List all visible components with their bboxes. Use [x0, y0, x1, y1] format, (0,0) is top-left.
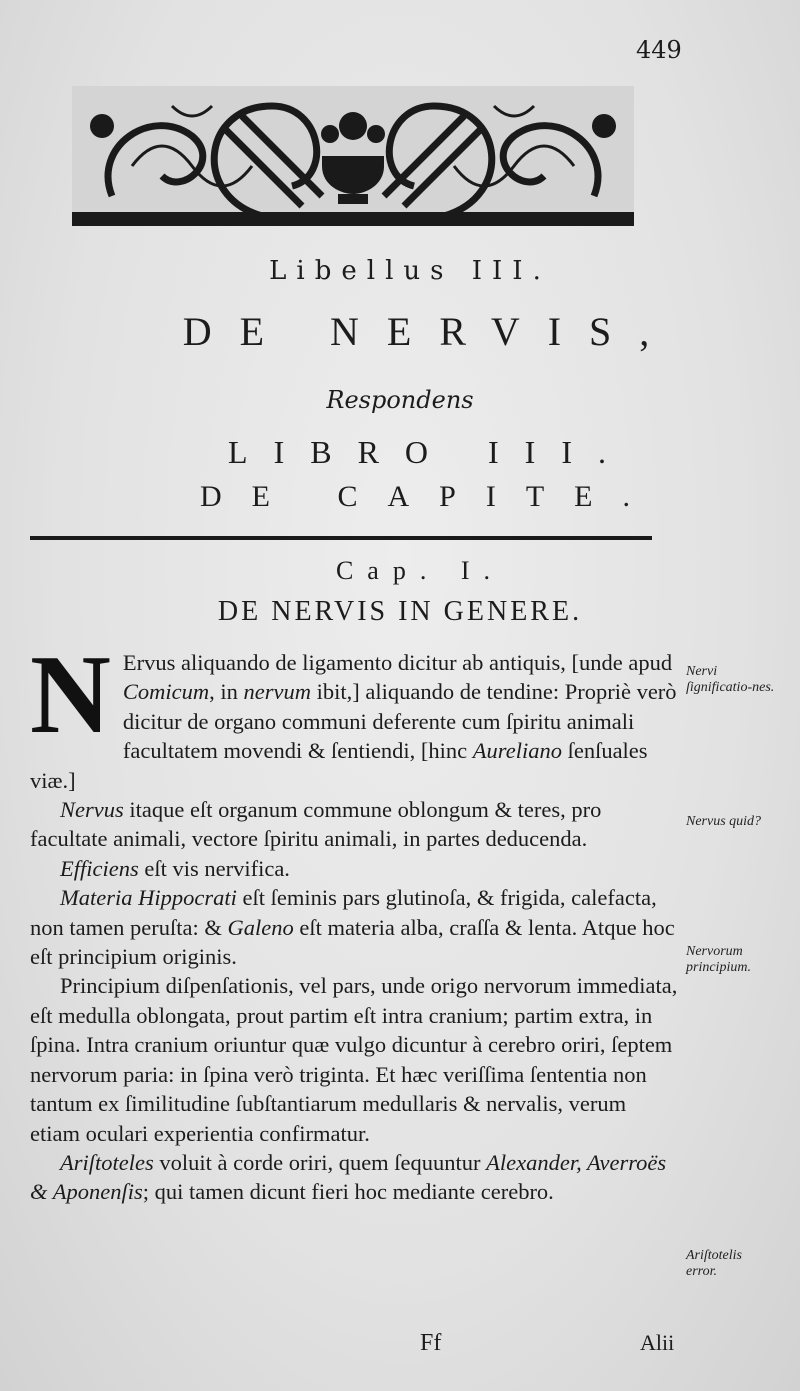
catchword: Alii [640, 1330, 675, 1355]
p6-text-a: voluit à corde oriri, quem ſequuntur [153, 1149, 487, 1175]
margin-note-significationes: Nervi ſignificatio-nes. [686, 664, 775, 695]
chapter-title: DE NERVIS IN GENERE. [217, 596, 583, 627]
de-nervis-title: DE NERVIS, [182, 309, 678, 354]
margin-note-nervus-quid: Nervus quid? [686, 814, 762, 829]
p1-aureliano: Aureliano [472, 738, 562, 764]
p1-text-d: ſenſuales viæ.] [30, 738, 648, 793]
p4-materia: Materia Hippocrati [60, 885, 237, 911]
paragraph-6 [30, 1148, 680, 1207]
p6-text-b: ; qui tamen dicunt fieri hoc mediante cerebro. [142, 1179, 554, 1205]
de-capite-heading: DE CAPITE. [200, 480, 660, 513]
p2-nervus: Nervus [60, 797, 124, 823]
p1-text-a: Ervus aliquando de ligamento dicitur ab antiquis, [unde apud [122, 650, 673, 675]
paragraph-1 [30, 633, 680, 795]
p1-text-b: , in [209, 679, 244, 705]
chapter-number: Cap. I. [335, 556, 505, 585]
p6-names: Alexander, Averroës & Aponenſis [30, 1149, 667, 1205]
signature-mark: Ff [420, 1330, 442, 1356]
p4-text-b: eſt materia alba, craſſa & lenta. Atque hoc eſt principium originis. [30, 914, 675, 970]
paragraph-3 [30, 854, 680, 883]
paragraph-5: Principium diſpenſationis, vel pars, unde origo nervorum immediata, eſt medulla oblongata, prout partim eſt intra cranium; partim extra, in ſpina. Intra cranium oriuntur quæ vulgo dicuntur à cerebro oriri, ſeptem nervorum paria: in ſpina verò triginta. Et hæc veriſſima ſententia non tantum ex ſimilitudine ſubſtantiarum medullaris & nervalis, verum etiam oculari experientia confirmatur. [30, 973, 678, 1146]
p3-text: eſt vis nervifica. [138, 855, 290, 881]
drop-cap: N [30, 633, 111, 757]
floral-headpiece-ornament [72, 86, 634, 226]
horizontal-rule [30, 536, 652, 540]
margin-note-principium: Nervorum principium. [686, 944, 751, 975]
p3-efficiens: Efficiens [60, 855, 139, 881]
paragraph-4 [30, 883, 680, 971]
p1-comicum: Comicum [122, 679, 210, 705]
p1-text-c: ibit,] aliquando de tendine: Propriè verò dicitur de organo communi deferente cum ſpiritu animali facultatem movendi & ſentiendi, [hinc [122, 679, 677, 764]
libellus-heading: Libellus III. [269, 256, 551, 286]
p1-nervum: nervum [243, 679, 312, 705]
p4-galeno: Galeno [227, 914, 294, 940]
margin-note-aristotelis-error: Ariſtotelis error. [686, 1248, 742, 1279]
p6-aristoteles: Ariſtoteles [60, 1149, 154, 1175]
page-number: 449 [636, 36, 682, 64]
paragraph-2 [30, 795, 680, 854]
body-text [30, 633, 680, 1207]
libro-heading: LIBRO III. [228, 434, 632, 470]
p4-text-a: eſt ſeminis pars glutinoſa, & frigida, calefacta, non tamen peruſta: & [30, 885, 657, 940]
respondens-subtitle: Respondens [326, 386, 474, 414]
p2-text: itaque eſt organum commune oblongum & teres, pro facultate animali, vectore ſpiritu animali, in partes deducenda. [30, 797, 602, 852]
